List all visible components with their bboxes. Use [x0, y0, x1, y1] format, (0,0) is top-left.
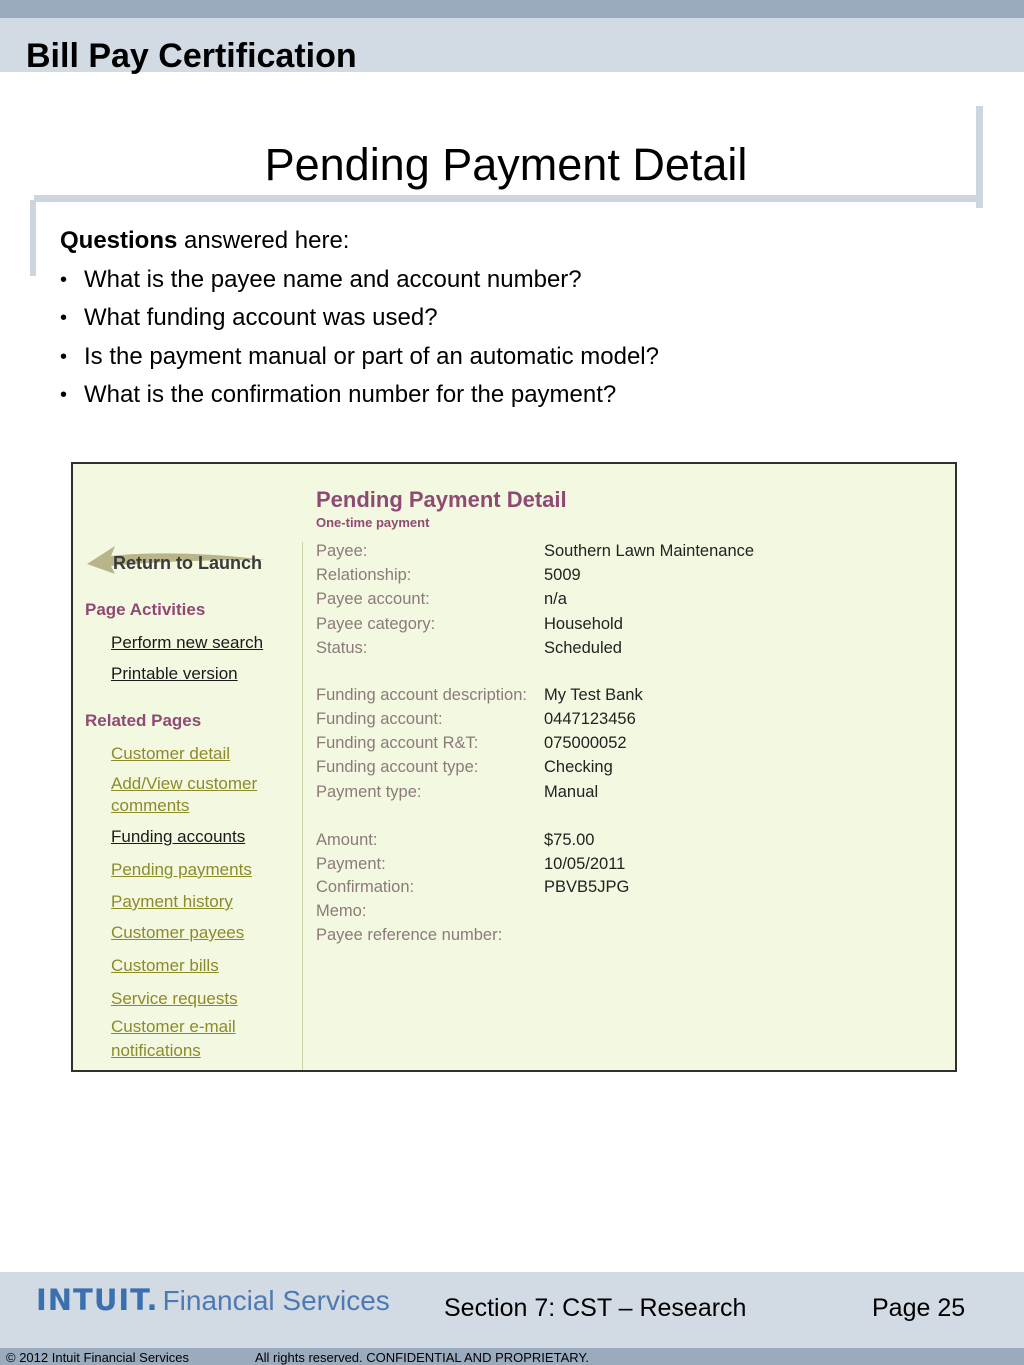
detail-label: Payee: — [316, 542, 368, 560]
header-bar — [0, 18, 1024, 75]
detail-value: $75.00 — [544, 831, 595, 849]
copyright-text: © 2012 Intuit Financial Services — [6, 1350, 190, 1365]
pending-payments-link[interactable]: Pending payments — [111, 860, 252, 879]
customer-email-notifications-link[interactable]: Customer e-mail — [111, 1017, 236, 1036]
detail-value: Checking — [544, 758, 613, 776]
page-activities-heading: Page Activities — [85, 600, 206, 619]
sidebar-divider — [302, 542, 303, 1072]
screenshot-subtitle: One-time payment — [316, 515, 430, 530]
detail-value: 0447123456 — [544, 710, 636, 728]
customer-payees-link[interactable]: Customer payees — [111, 923, 245, 942]
detail-value: n/a — [544, 590, 567, 608]
page-number: Page 25 — [872, 1294, 966, 1322]
list-item: • What funding account was used? — [60, 303, 960, 333]
frame-decoration — [976, 106, 983, 208]
detail-label: Relationship: — [316, 566, 412, 584]
questions-intro-rest: answered here: — [177, 227, 350, 254]
detail-value: PBVB5JPG — [544, 878, 630, 896]
detail-label: Funding account type: — [316, 758, 479, 776]
questions-intro — [60, 226, 960, 256]
screenshot-title: Pending Payment Detail — [316, 487, 567, 512]
list-item: • What is the confirmation number for the payment? — [60, 380, 960, 410]
detail-label: Confirmation: — [316, 878, 415, 896]
intuit-logo — [36, 1283, 390, 1323]
perform-new-search-link[interactable]: Perform new search — [111, 633, 264, 652]
printable-version-link[interactable]: Printable version — [111, 664, 238, 683]
logo-suffix: Financial Services — [162, 1285, 390, 1316]
detail-label: Payee reference number: — [316, 926, 503, 944]
embedded-screenshot — [71, 462, 957, 1072]
list-item: • Is the payment manual or part of an automatic model? — [60, 342, 960, 372]
funding-accounts-link[interactable]: Funding accounts — [111, 827, 246, 846]
detail-label: Memo: — [316, 902, 367, 920]
customer-bills-link[interactable]: Customer bills — [111, 956, 219, 975]
customer-email-notifications-link[interactable]: notifications — [111, 1041, 201, 1060]
questions-bold: Questions — [60, 227, 178, 254]
detail-label: Funding account description: — [316, 686, 527, 704]
payment-history-link[interactable]: Payment history — [111, 892, 233, 911]
customer-detail-link[interactable]: Customer detail — [111, 744, 231, 763]
detail-value: My Test Bank — [544, 686, 643, 704]
header-strip — [0, 0, 1024, 18]
detail-label: Status: — [316, 639, 368, 657]
detail-value: Scheduled — [544, 639, 622, 657]
detail-label: Funding account: — [316, 710, 443, 728]
detail-label: Payment type: — [316, 783, 422, 801]
detail-value: Manual — [544, 783, 599, 801]
list-item: • What is the payee name and account number? — [60, 265, 960, 295]
section-label: Section 7: CST – Research — [444, 1294, 747, 1322]
rights-text: All rights reserved. CONFIDENTIAL AND PROPRIETARY. — [255, 1350, 589, 1365]
add-view-customer-comments-link[interactable]: comments — [111, 796, 190, 815]
detail-value: 10/05/2011 — [544, 855, 626, 873]
detail-value: Southern Lawn Maintenance — [544, 542, 755, 560]
detail-label: Payee category: — [316, 615, 436, 633]
service-requests-link[interactable]: Service requests — [111, 989, 238, 1008]
return-to-launch-button[interactable] — [85, 540, 275, 582]
related-pages-heading: Related Pages — [85, 711, 202, 730]
frame-decoration — [30, 200, 36, 276]
slide-heading: Pending Payment Detail — [264, 139, 748, 190]
questions-list — [60, 265, 960, 411]
detail-value: 075000052 — [544, 734, 627, 752]
add-view-customer-comments-link[interactable]: Add/View customer — [111, 774, 258, 793]
document-title: Bill Pay Certification — [26, 37, 357, 75]
questions-block — [60, 226, 960, 410]
logo-wordmark: INTUIT. — [36, 1283, 159, 1317]
detail-value: 5009 — [544, 566, 581, 584]
return-to-launch-label: Return to Launch — [113, 553, 262, 573]
detail-label: Funding account R&T: — [316, 734, 479, 752]
detail-label: Amount: — [316, 831, 378, 849]
frame-decoration — [34, 195, 983, 202]
detail-label: Payee account: — [316, 590, 430, 608]
detail-value: Household — [544, 615, 623, 633]
detail-label: Payment: — [316, 855, 386, 873]
